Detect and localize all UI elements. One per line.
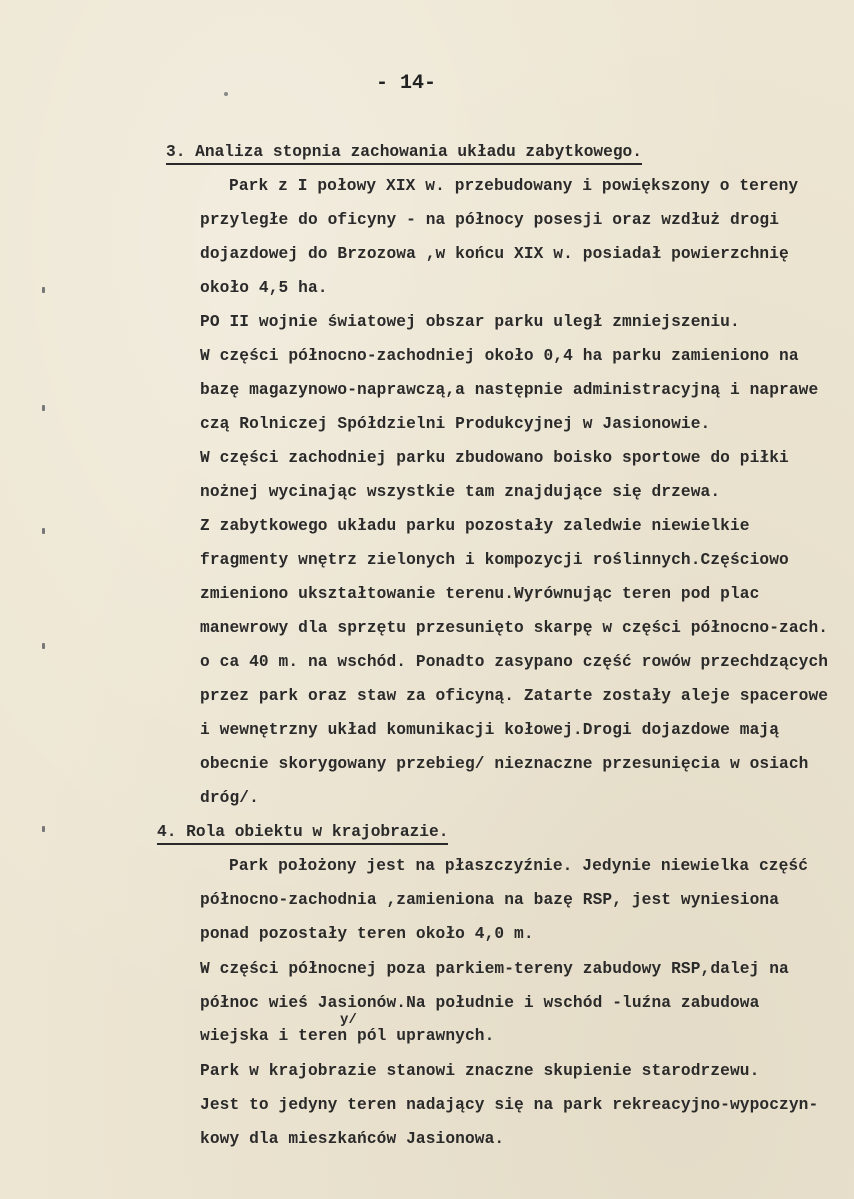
text-line: Park z I połowy XIX w. przebudowany i powiększony o tereny xyxy=(229,177,799,195)
interlinear-correction: y/ xyxy=(340,1012,358,1028)
margin-mark xyxy=(42,643,45,649)
text-line: czą Rolniczej Spółdzielni Produkcyjnej w Jasionowie. xyxy=(200,415,711,433)
text-line: manewrowy dla sprzętu przesunięto skarpę w części północno-zach. xyxy=(200,619,829,637)
text-line: fragmenty wnętrz zielonych i kompozycji roślinnych.Częściowo xyxy=(200,551,789,569)
text-line: bazę magazynowo-naprawczą,a następnie administracyjną i naprawe xyxy=(200,381,819,399)
text-line: W części zachodniej parku zbudowano boisko sportowe do piłki xyxy=(200,449,789,467)
page-number: - 14- xyxy=(376,72,437,95)
text-line: wiejska i teren pól uprawnych. xyxy=(200,1027,495,1045)
margin-mark xyxy=(42,287,45,293)
text-line: i wewnętrzny układ komunikacji kołowej.Drogi dojazdowe mają xyxy=(200,721,780,739)
text-line: nożnej wycinając wszystkie tam znajdujące się drzewa. xyxy=(200,483,721,501)
section-3-heading: 3. Analiza stopnia zachowania układu zabytkowego. xyxy=(166,142,642,165)
text-line: dróg/. xyxy=(200,789,259,807)
text-line: Z zabytkowego układu parku pozostały zaledwie niewielkie xyxy=(200,517,750,535)
text-line: kowy dla mieszkańców Jasionowa. xyxy=(200,1130,505,1148)
section-4-heading: 4. Rola obiektu w krajobrazie. xyxy=(157,822,448,845)
text-line: Jest to jedyny teren nadający się na park rekreacyjno-wypoczyn- xyxy=(200,1096,819,1114)
text-line: północno-zachodnia ,zamieniona na bazę RSP, jest wyniesiona xyxy=(200,891,780,909)
text-line: PO II wojnie światowej obszar parku uległ zmniejszeniu. xyxy=(200,313,740,331)
margin-mark xyxy=(42,528,45,534)
text-line: Park położony jest na płaszczyźnie. Jedynie niewielka część xyxy=(229,857,809,875)
margin-mark xyxy=(42,405,45,411)
text-line: W części północnej poza parkiem-tereny zabudowy RSP,dalej na xyxy=(200,960,789,978)
text-line: przyległe do oficyny - na północy posesji oraz wzdłuż drogi xyxy=(200,211,780,229)
text-line: o ca 40 m. na wschód. Ponadto zasypano część rowów przechdzących xyxy=(200,653,829,671)
text-line: zmieniono ukształtowanie terenu.Wyrównując teren pod plac xyxy=(200,585,760,603)
ink-speck xyxy=(224,92,228,96)
margin-mark xyxy=(42,826,45,832)
text-line: północ wieś Jasionów.Na południe i wschód -luźna zabudowa xyxy=(200,994,760,1012)
text-line: przez park oraz staw za oficyną. Zatarte zostały aleje spacerowe xyxy=(200,687,829,705)
text-line: obecnie skorygowany przebieg/ nieznaczne przesunięcia w osiach xyxy=(200,755,809,773)
text-line: Park w krajobrazie stanowi znaczne skupienie starodrzewu. xyxy=(200,1062,760,1080)
text-line: W części północno-zachodniej około 0,4 ha parku zamieniono na xyxy=(200,347,799,365)
text-line: ponad pozostały teren około 4,0 m. xyxy=(200,925,534,943)
text-line: dojazdowej do Brzozowa ,w końcu XIX w. posiadał powierzchnię xyxy=(200,245,789,263)
text-line: około 4,5 ha. xyxy=(200,279,328,297)
